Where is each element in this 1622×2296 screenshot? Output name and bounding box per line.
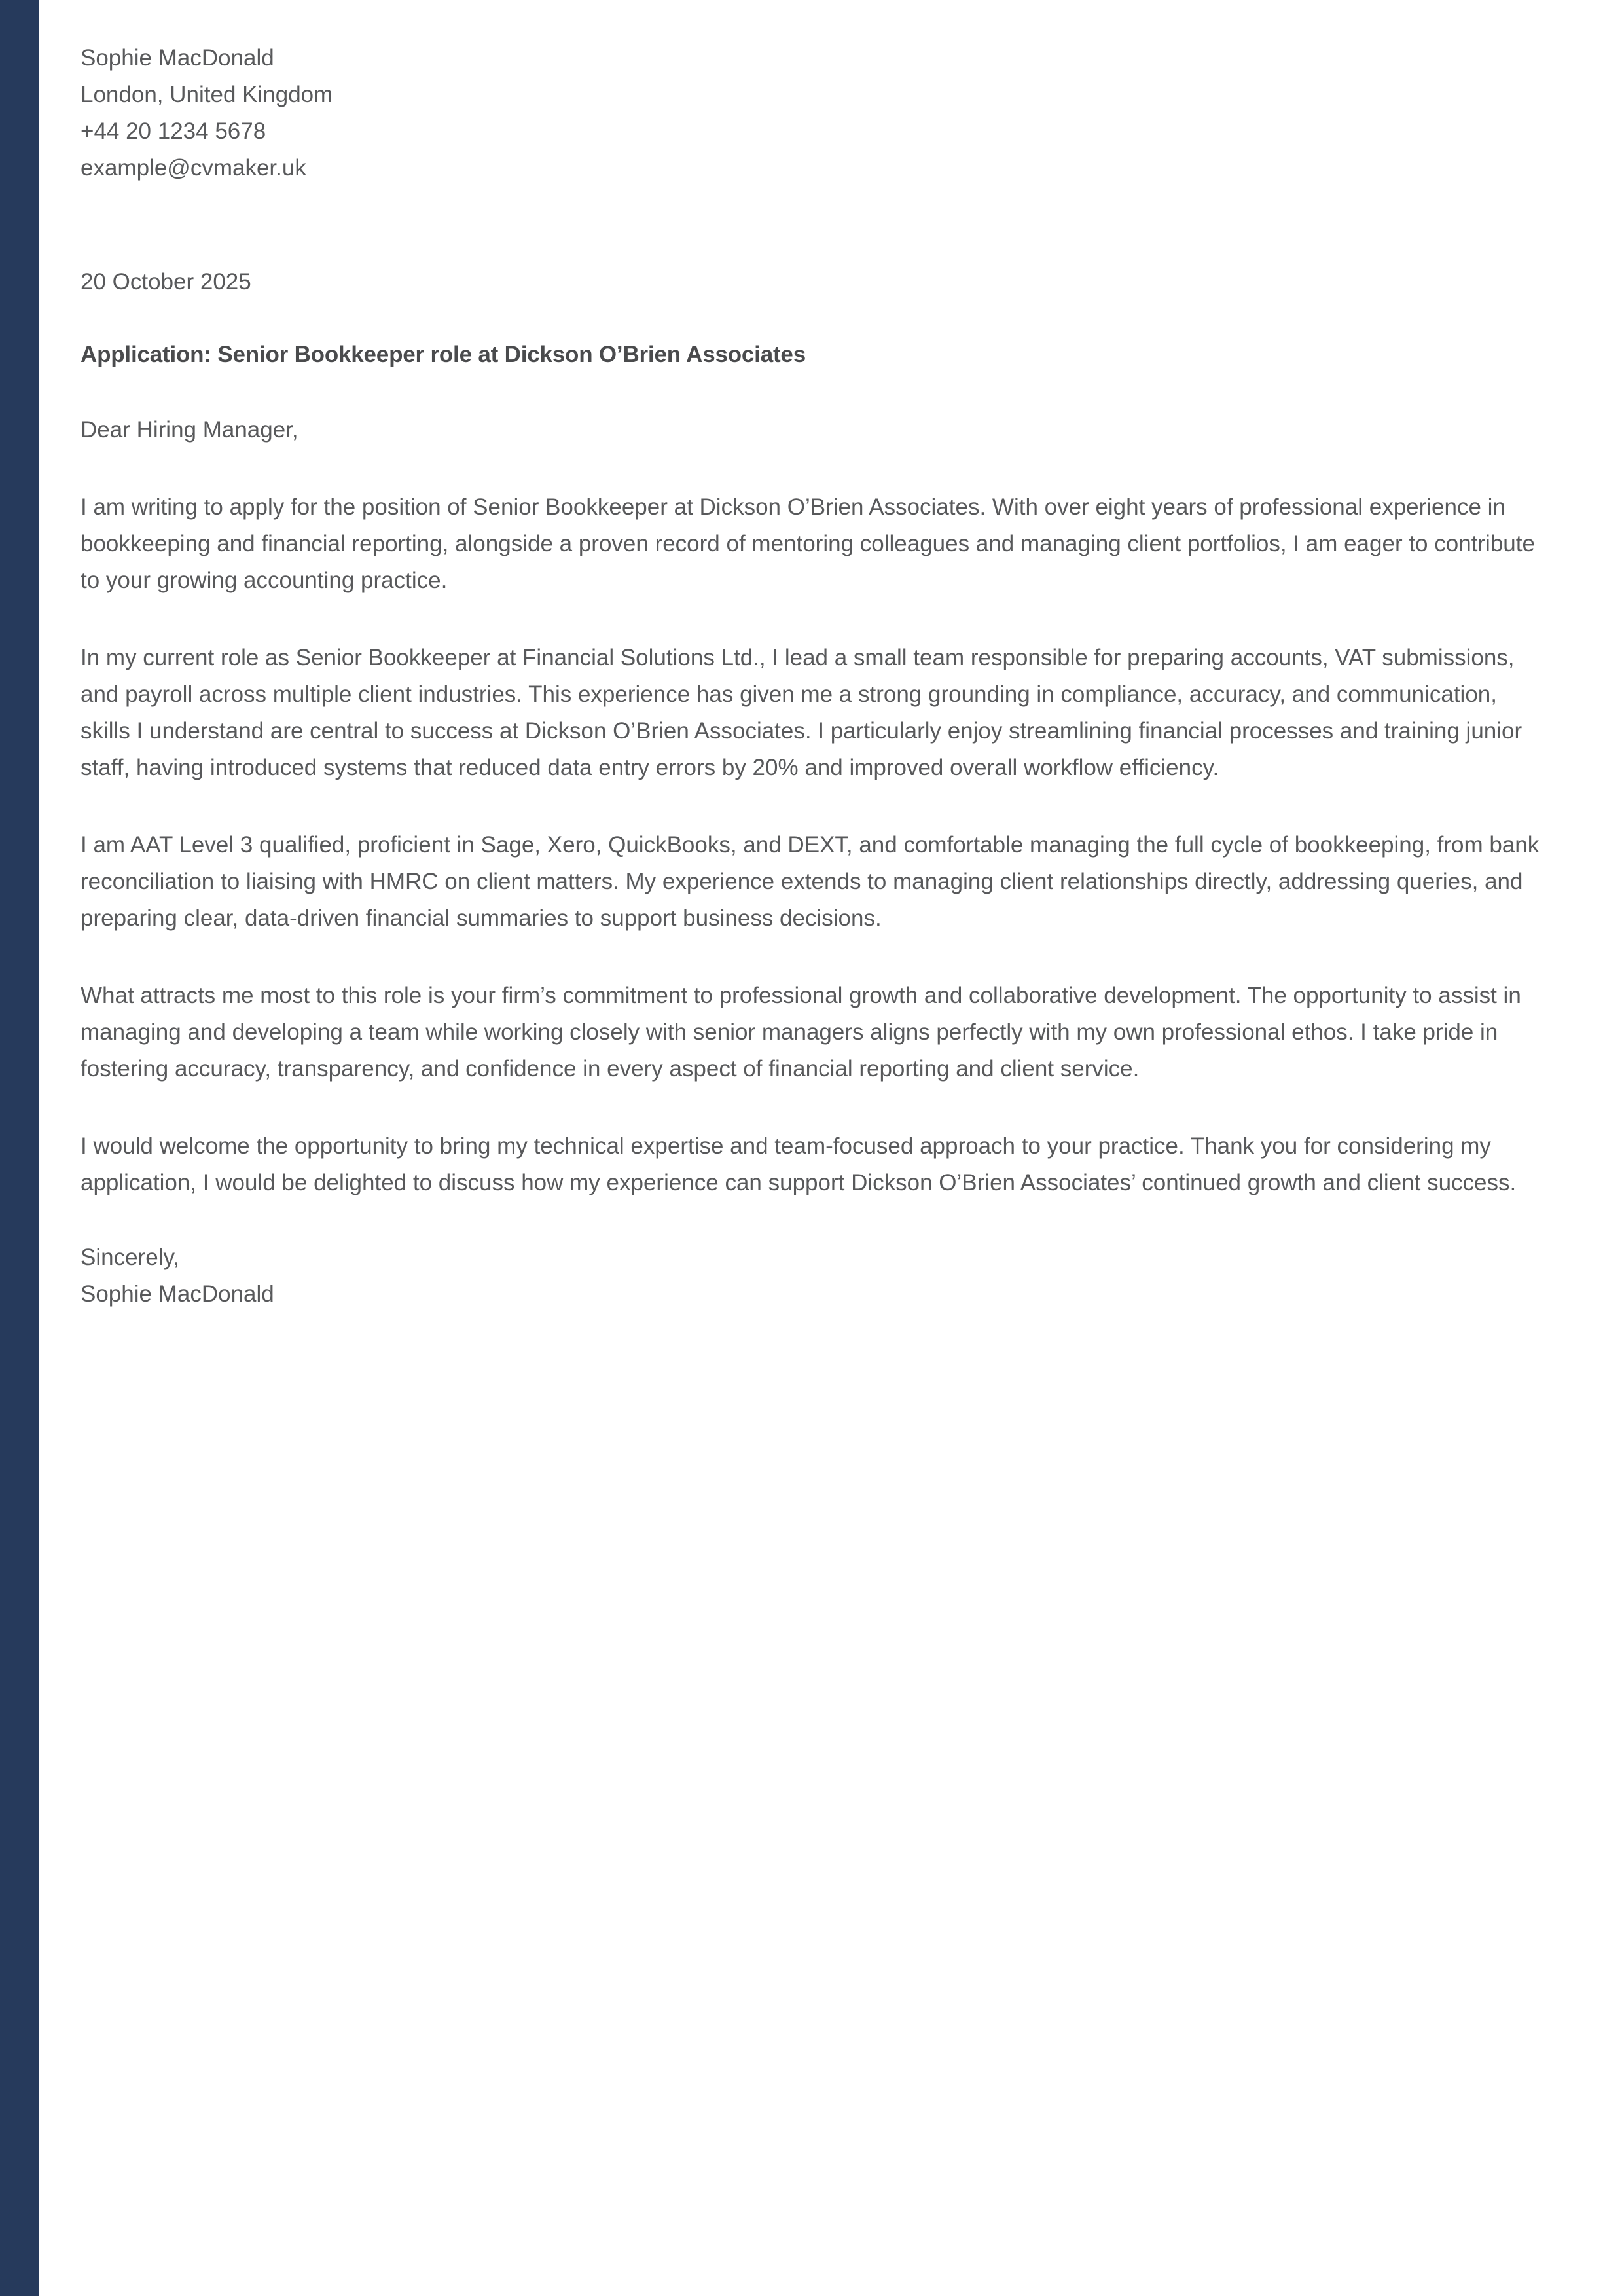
salutation: Dear Hiring Manager, xyxy=(81,417,298,443)
sender-phone: +44 20 1234 5678 xyxy=(81,118,266,144)
sender-name: Sophie MacDonald xyxy=(81,45,274,71)
letter-content xyxy=(81,40,1544,1313)
paragraph-qualifications: I am AAT Level 3 qualified, proficient in Sage, Xero, QuickBooks, and DEXT, and comfortable managing the full cycle of bookkeeping, from bank reconciliation to liaising with HMRC on client matters. My experience extends to managing client relationships directly, addressing queries, and preparing clear, data-driven financial summaries to support business decisions. xyxy=(81,832,1540,931)
closing-block xyxy=(81,1239,1544,1313)
sender-contact-block xyxy=(81,40,1544,187)
sidebar-accent-bar xyxy=(0,0,39,2296)
closing-word: Sincerely, xyxy=(81,1245,180,1270)
paragraph-current-role: In my current role as Senior Bookkeeper at Financial Solutions Ltd., I lead a small team responsible for preparing accounts, VAT submissions, and payroll across multiple client industries. This experience has given me a strong grounding in compliance, accuracy, and communication, skills I understand are central to success at Dickson O’Brien Associates. I particularly enjoy streamlining financial processes and training junior staff, having introduced systems that reduced data entry errors by 20% and improved overall workflow efficiency. xyxy=(81,645,1523,780)
subject-line: Application: Senior Bookkeeper role at Dickson O’Brien Associates xyxy=(81,342,806,367)
signature-name: Sophie MacDonald xyxy=(81,1281,274,1307)
paragraph-motivation: What attracts me most to this role is your firm’s commitment to professional growth and collaborative development. The opportunity to assist in managing and developing a team while working closely with senior managers aligns perfectly with my own professional ethos. I take pride in fostering accuracy, transparency, and confidence in every aspect of financial reporting and client service. xyxy=(81,983,1521,1082)
sender-location: London, United Kingdom xyxy=(81,82,333,107)
letter-date: 20 October 2025 xyxy=(81,269,251,295)
paragraph-conclusion: I would welcome the opportunity to bring my technical expertise and team-focused approach to your practice. Thank you for considering my application, I would be delighted to discuss how my experience can support Dickson O’Brien Associates’ continued growth and client success. xyxy=(81,1133,1517,1195)
sender-email: example@cvmaker.uk xyxy=(81,155,306,181)
paragraph-introduction: I am writing to apply for the position of Senior Bookkeeper at Dickson O’Brien Associates. With over eight years of professional experience in bookkeeping and financial reporting, alongside a proven record of mentoring colleagues and managing client portfolios, I am eager to contribute to your growing accounting practice. xyxy=(81,494,1535,593)
